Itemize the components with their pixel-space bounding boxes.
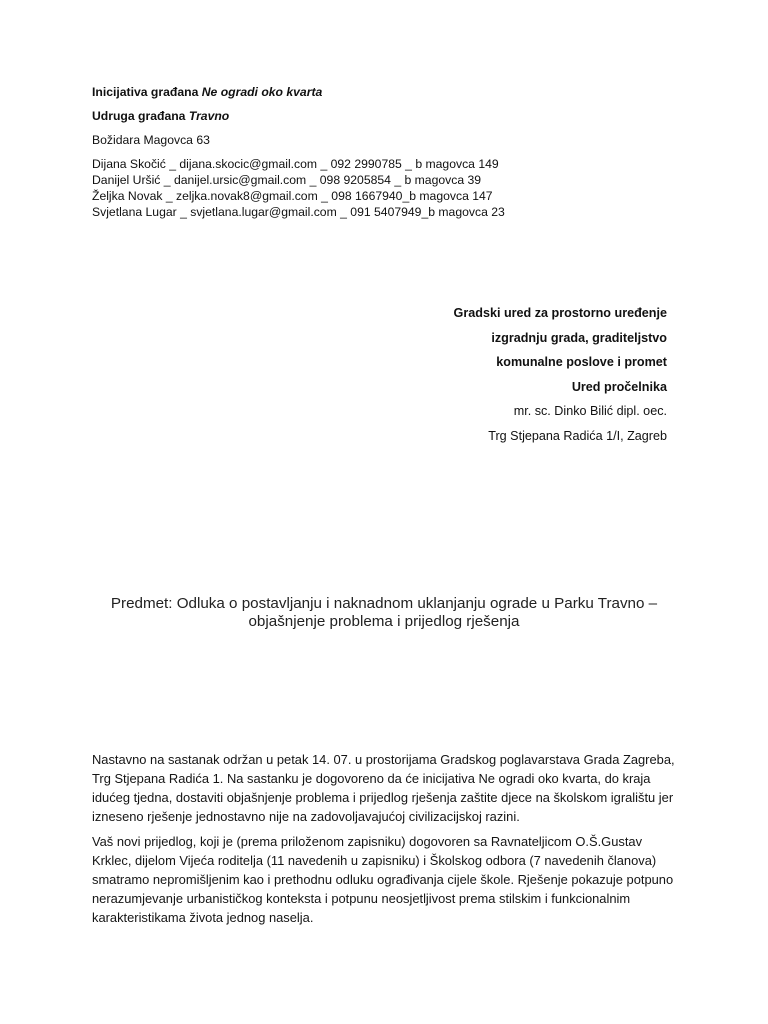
contact-line: Danijel Uršić _ danijel.ursic@gmail.com _ 098 9205854 _ b magovca 39 xyxy=(92,173,482,187)
association-line xyxy=(92,108,652,124)
recipient-office-line: Ured pročelnika xyxy=(571,379,667,394)
recipient-office-line: Gradski ured za prostorno uređenje xyxy=(453,306,667,320)
association-name: Travno xyxy=(188,109,230,123)
initiative-name: Ne ogradi oko kvarta xyxy=(201,85,323,99)
sender-address: Božidara Magovca 63 xyxy=(92,133,210,147)
initiative-prefix: Inicijativa građana xyxy=(92,85,202,99)
recipient-person: mr. sc. Dinko Bilić dipl. oec. xyxy=(513,404,667,418)
body-paragraph: Nastavno na sastanak održan u petak 14. 07. u prostorijama Gradskog poglavarstava Grada Zagreba, Trg Stjepana Radića 1. Na sastanku je dogovoreno da će inicijativa Ne ogradi oko kvarta, do kraja idućeg tjedna, dostaviti objašnjenje problema i prijedlog rješenja zaštite djece na školskom igralištu jer izneseno rješenje jednostavno nije na zadovoljavajućoj civilizacijskoj razini. xyxy=(92,752,675,824)
recipient-office-line: izgradnju grada, graditeljstvo xyxy=(491,330,667,345)
letter-body xyxy=(92,750,682,933)
contact-line: Dijana Skočić _ dijana.skocic@gmail.com _ 092 2990785 _ b magovca 149 xyxy=(92,157,499,171)
body-paragraph: Vaš novi prijedlog, koji je (prema priloženom zapisniku) dogovoren sa Ravnateljicom O.Š.Gustav Krklec, dijelom Vijeća roditelja (11 navedenih u zapisniku) i Školskog odbora (7 navedenih članova) smatramo nepromišljenim kao i prethodnu odluku ograđivanja cijele škole. Rješenje pokazuje potpuno nerazumjevanje urbanističkog konteksta i potpunu neosjetljivost prema stilskim i funkcionalnim karakteristikama života jednog naselja. xyxy=(92,834,674,925)
sender-block xyxy=(92,84,652,220)
subject-line xyxy=(92,595,676,631)
recipient-block xyxy=(247,301,667,448)
initiative-line xyxy=(92,84,652,100)
subject-line-1: Predmet: Odluka o postavljanju i naknadnom uklanjanju ograde u Parku Travno – xyxy=(110,595,658,612)
contact-line: Željka Novak _ zeljka.novak8@gmail.com _ 098 1667940_b magovca 147 xyxy=(92,189,493,203)
contact-line: Svjetlana Lugar _ svjetlana.lugar@gmail.com _ 091 5407949_b magovca 23 xyxy=(92,205,505,219)
recipient-office-line: komunalne poslove i promet xyxy=(496,355,667,369)
recipient-address: Trg Stjepana Radića 1/I, Zagreb xyxy=(488,428,667,443)
association-prefix: Udruga građana xyxy=(92,109,189,123)
subject-line-2: objašnjenje problema i prijedlog rješenja xyxy=(248,613,520,630)
